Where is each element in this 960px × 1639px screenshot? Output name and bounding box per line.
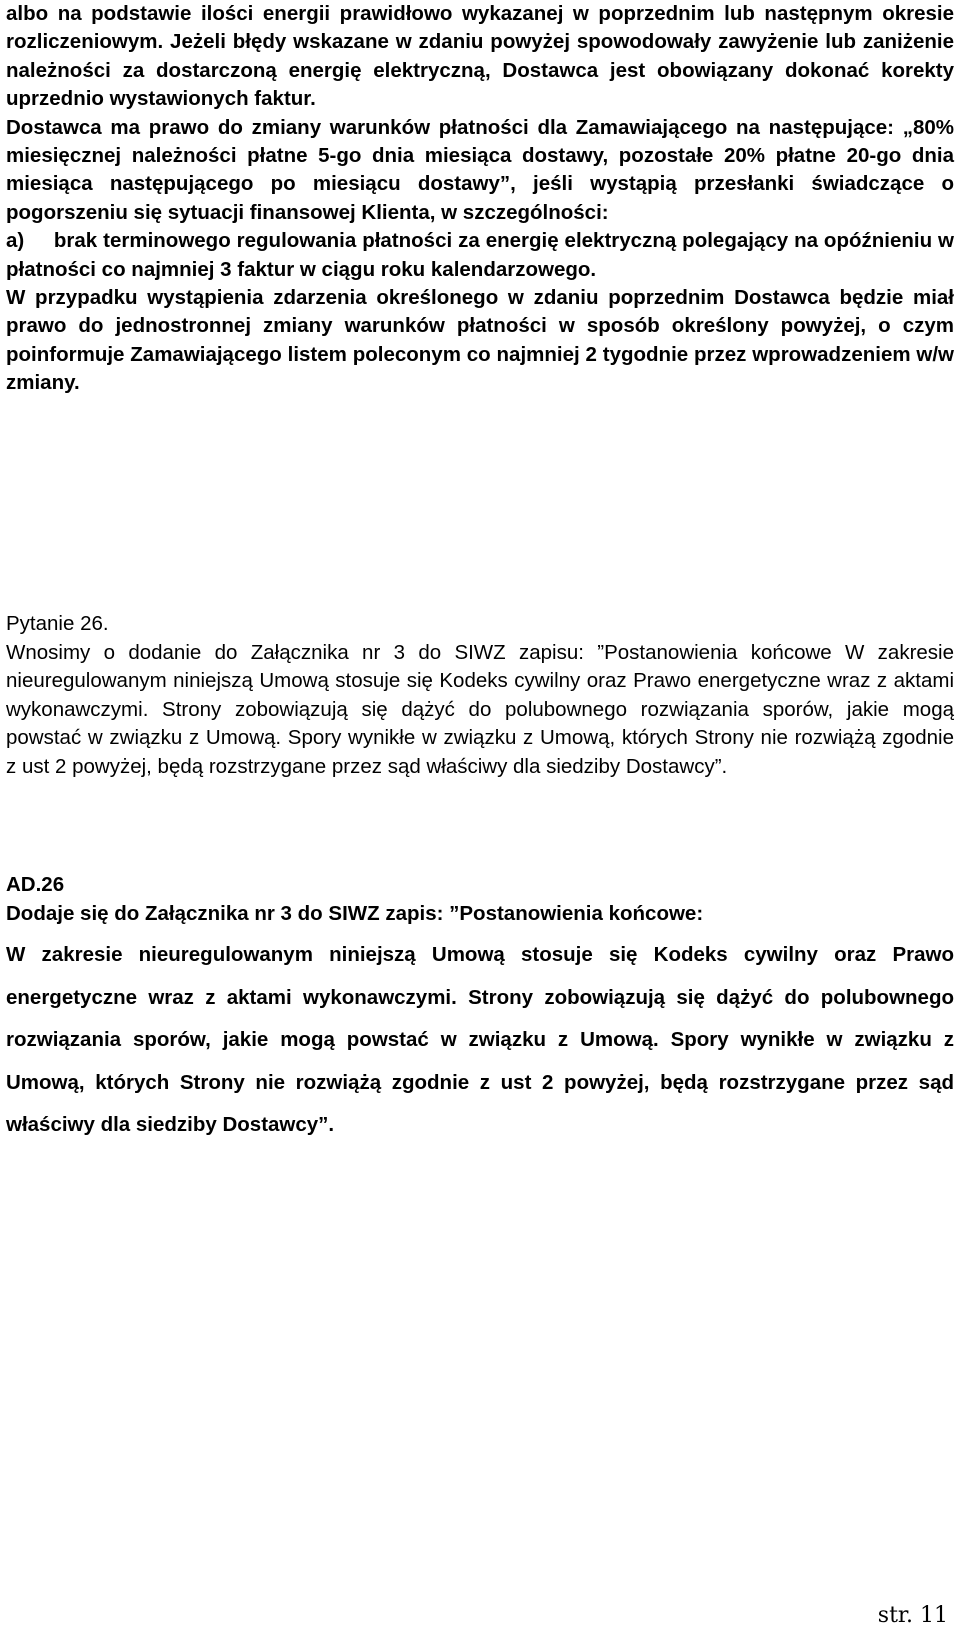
invoice-correction-paragraph: albo na podstawie ilości energii prawidłowo wykazanej w poprzednim lub następnym okresie rozliczeniowym. Jeżeli błędy wskazane w zdaniu powyżej spowodowały zawyżenie lub zaniżenie należności za dostarczoną energię elektryczną, Dostawca jest obowiązany dokonać korekty uprzednio wystawionych faktur.	[6, 2, 954, 111]
payment-change-paragraph: W przypadku wystąpienia zdarzenia określonego w zdaniu poprzednim Dostawca będzie miał prawo do jednostronnej zmiany warunków płatności w sposób określony powyżej, o czym poinformuje Zamawiającego listem poleconym co najmniej 2 tygodnie przez wprowadzeniem w/w zmiany.	[6, 286, 954, 395]
question-section	[6, 610, 954, 781]
payment-terms-paragraph: Dostawca ma prawo do zmiany warunków płatności dla Zamawiającego na następujące: „80% miesięcznej należności płatne 5-go dnia miesiąca dostawy, pozostałe 20% płatne 20-go dnia miesiąca następującego po miesiącu dostawy”, jeśli wystąpią przesłanki świadczące o pogorszeniu się sytuacji finansowej Klienta, w szczególności:	[6, 115, 954, 224]
answer-title: AD.26	[6, 873, 65, 896]
answer-intro: Dodaje się do Załącznika nr 3 do SIWZ zapis: ”Postanowienia końcowe:	[6, 902, 704, 925]
contract-terms-section	[6, 0, 954, 398]
document-page	[6, 0, 954, 1136]
page-number: str. 11	[877, 1603, 948, 1628]
answer-section	[6, 870, 954, 1147]
question-title: Pytanie 26.	[6, 612, 109, 635]
answer-text: W zakresie nieuregulowanym niniejszą Umową stosuje się Kodeks cywilny oraz Prawo energetyczne wraz z aktami wykonawczymi. Strony zobowiązują się dążyć do polubownego rozwiązania sporów, jakie mogą powstać w związku z Umową. Spory wynikłe w związku z Umową, których Strony nie rozwiążą zgodnie z ust 2 powyżej, będą rozstrzygane przez sąd właściwy dla siedziby Dostawcy”.	[6, 943, 954, 1136]
condition-a-paragraph: a) brak terminowego regulowania płatności za energię elektryczną polegający na opóźnieniu w płatności co najmniej 3 faktur w ciągu roku kalendarzowego.	[6, 229, 954, 281]
question-text: Wnosimy o dodanie do Załącznika nr 3 do SIWZ zapisu: ”Postanowienia końcowe W zakresie nieuregulowanym niniejszą Umową stosuje się Kodeks cywilny oraz Prawo energetyczne wraz z aktami wykonawczymi. Strony zobowiązują się dążyć do polubownego rozwiązania sporów, jakie mogą powstać w związku z Umową. Spory wynikłe w związku z Umową, których Strony nie rozwiążą zgodnie z ust 2 powyżej, będą rozstrzygane przez sąd właściwy dla siedziby Dostawcy”.	[6, 640, 954, 778]
